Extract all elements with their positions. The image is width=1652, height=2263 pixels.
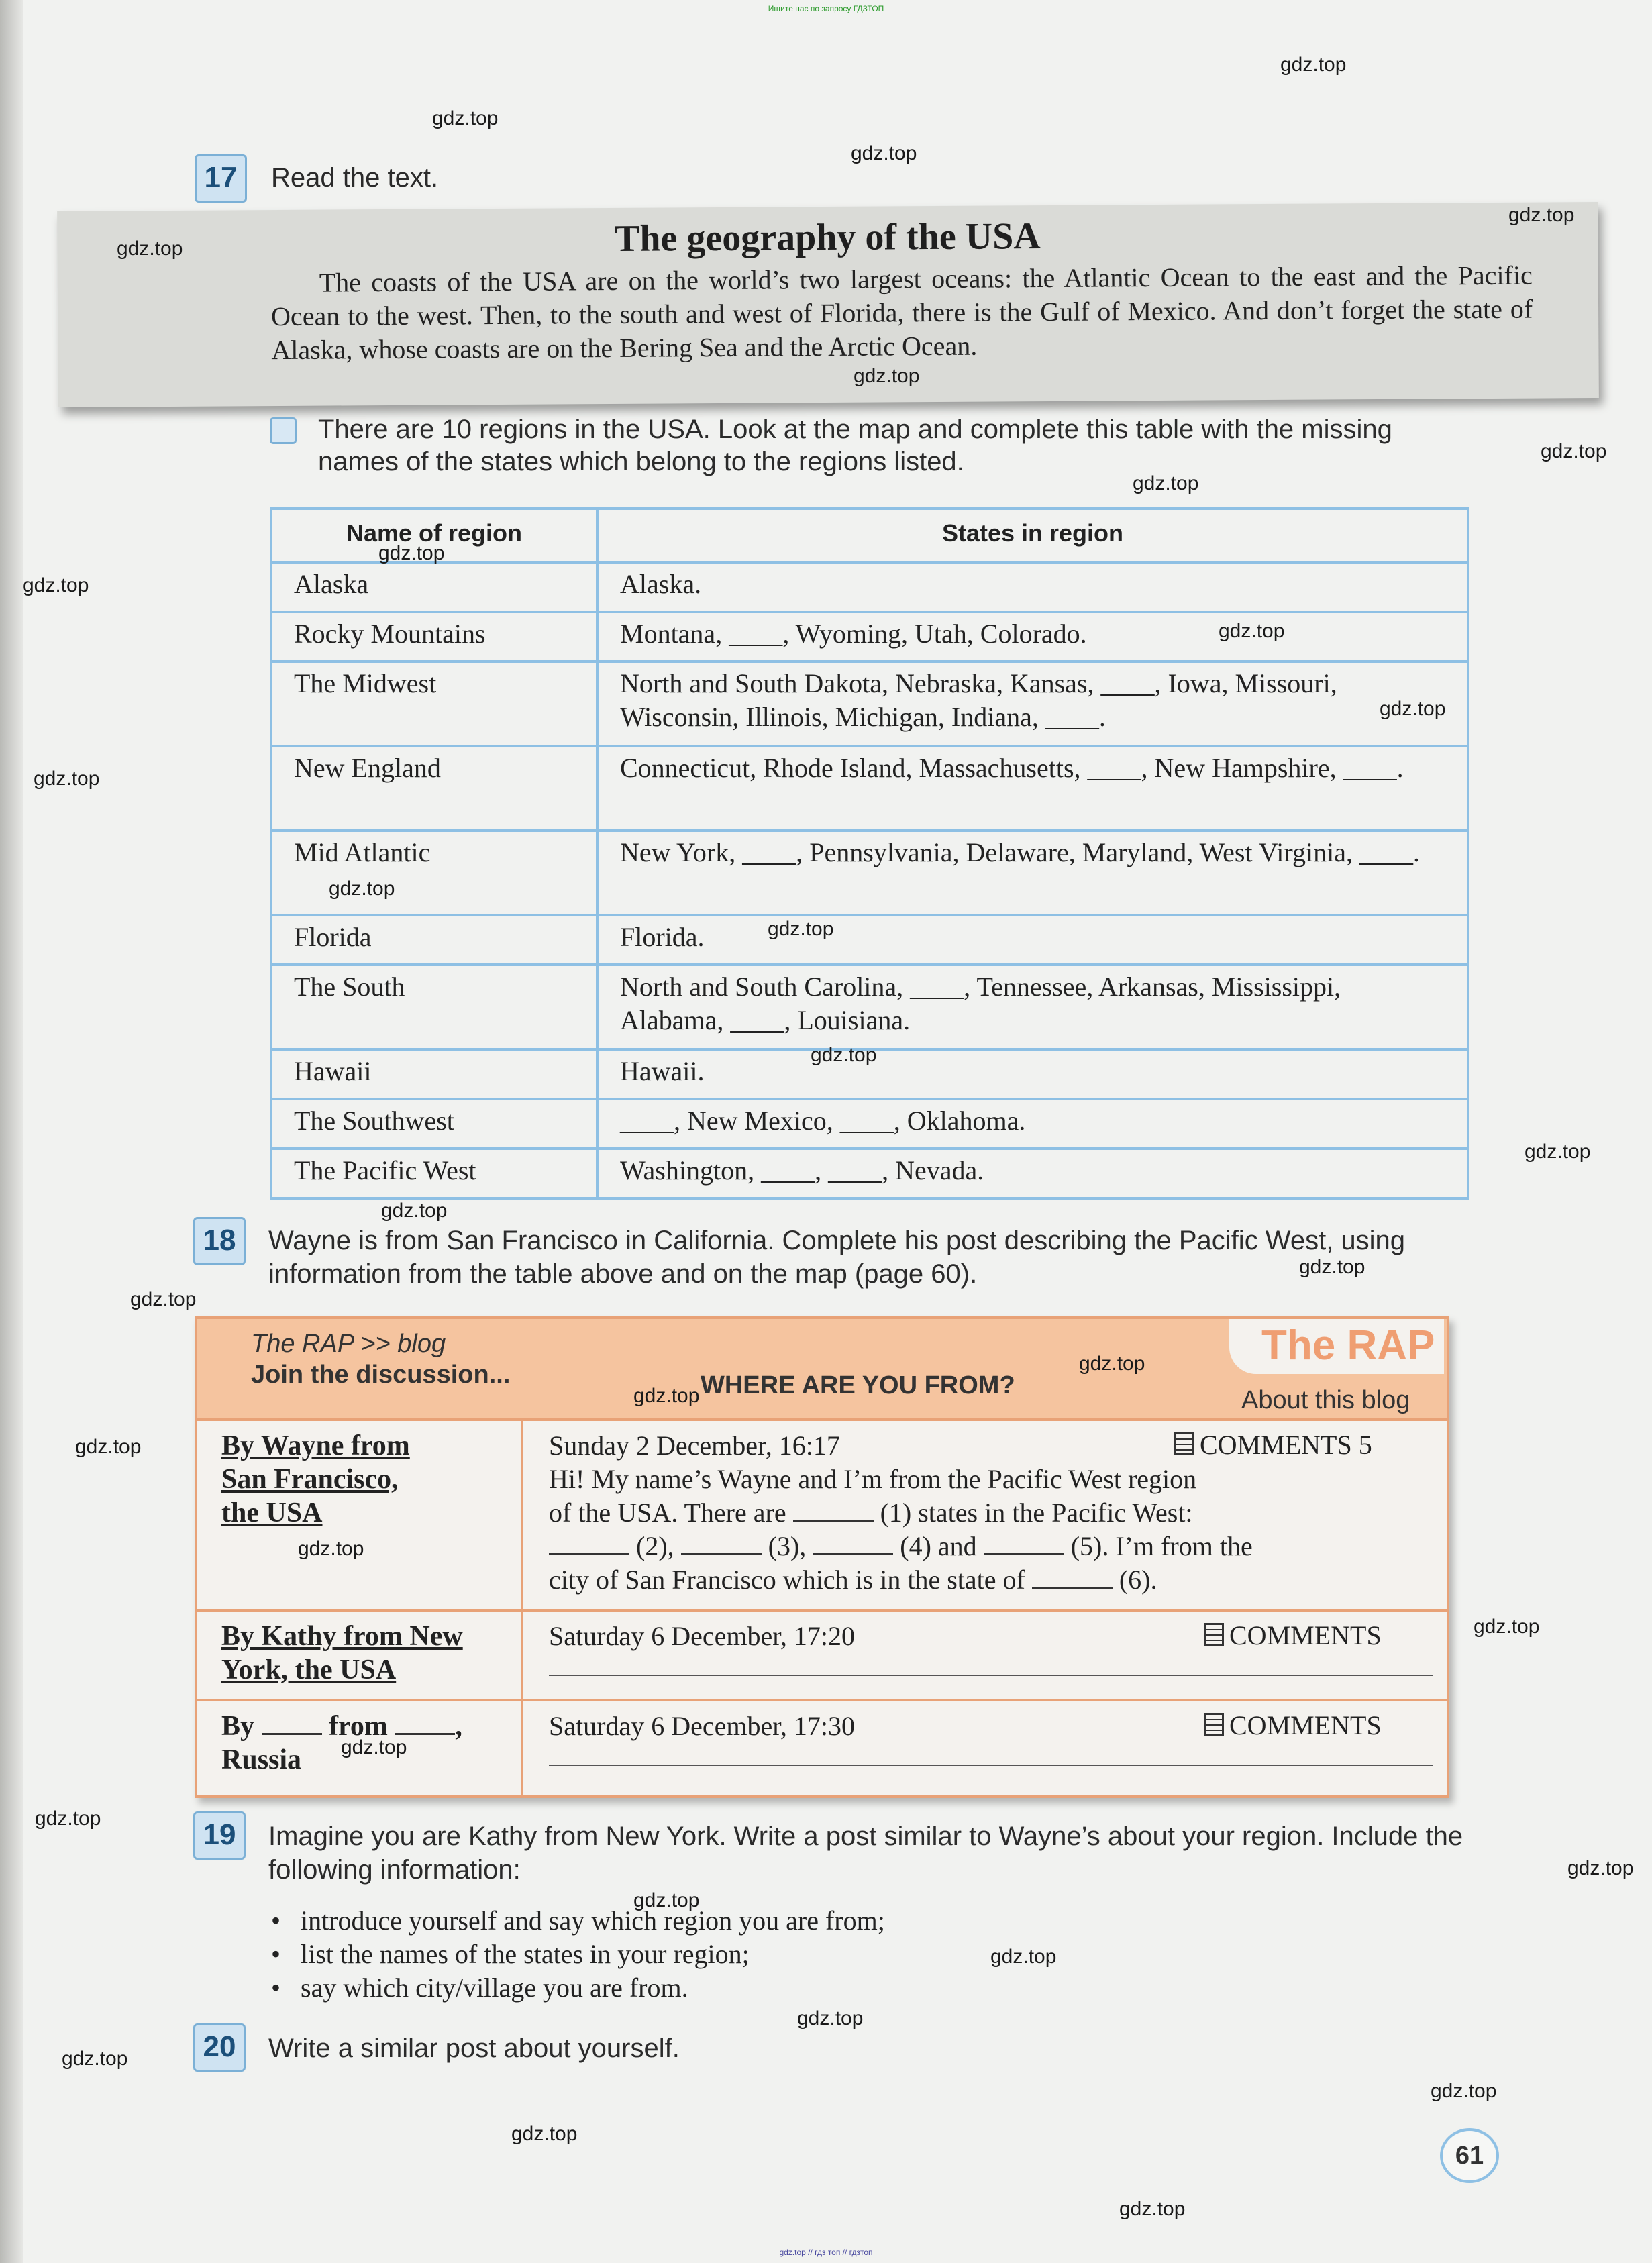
exercise-18-number: 18 (193, 1217, 246, 1265)
exercise-20-number: 20 (193, 2023, 246, 2072)
watermark: gdz.top (23, 574, 89, 596)
author-line: By Wayne from (221, 1430, 410, 1461)
post3-answer-line[interactable] (549, 1765, 1433, 1766)
blank-4[interactable] (813, 1533, 893, 1555)
watermark: gdz.top (34, 768, 100, 790)
join-discussion-link[interactable]: Join the discussion... (251, 1361, 511, 1389)
bottom-link[interactable]: gdz.top // гдз топ // гдзтоп (779, 2248, 873, 2257)
watermark: gdz.top (990, 1946, 1057, 1968)
blank-3[interactable] (681, 1533, 762, 1555)
about-blog-link[interactable]: About this blog (1241, 1386, 1410, 1414)
region-name: Hawaii (271, 1049, 597, 1099)
post-line: Hi! My name’s Wayne and I’m from the Pacific West region (549, 1464, 1197, 1494)
exercise-17-number: 17 (195, 154, 247, 203)
region-states: North and South Dakota, Nebraska, Kansas, ____, Iowa, Missouri, Wisconsin, Illinois, Michigan, Indiana, ____. (597, 662, 1468, 746)
post1-date: Sunday 2 December, 16:17 (549, 1430, 840, 1461)
watermark: gdz.top (381, 1200, 448, 1222)
blank-1[interactable] (793, 1499, 874, 1522)
watermark: gdz.top (1119, 2198, 1186, 2220)
post1-comments[interactable] (1174, 1429, 1372, 1461)
region-states: Alaska. (597, 562, 1468, 612)
region-states: Washington, ____, ____, Nevada. (597, 1149, 1468, 1198)
exercise-18-instruction: Wayne is from San Francisco in California. Complete his post describing the Pacific West, using information from the table above and on the map (page 60). (268, 1226, 1406, 1289)
watermark: gdz.top (1567, 1857, 1634, 1879)
watermark: gdz.top (1525, 1141, 1591, 1163)
watermark: gdz.top (1508, 204, 1575, 226)
watermark: gdz.top (1133, 472, 1199, 494)
region-states: Connecticut, Rhode Island, Massachusetts, ____, New Hampshire, ____. (597, 746, 1468, 831)
exercise-19-instruction: Imagine you are Kathy from New York. Write a post similar to Wayne’s about your region. Include the following information: (268, 1822, 1463, 1885)
post3-comments[interactable] (1204, 1709, 1382, 1741)
divider (197, 1609, 1447, 1612)
text: (3), (768, 1531, 807, 1561)
blank-name[interactable] (262, 1713, 322, 1735)
text: (4) and (900, 1531, 977, 1561)
watermark: gdz.top (1431, 2080, 1497, 2102)
watermark: gdz.top (298, 1538, 364, 1560)
watermark: gdz.top (75, 1436, 142, 1458)
watermark: gdz.top (35, 1807, 101, 1830)
region-name: The Southwest (271, 1099, 597, 1149)
watermark: gdz.top (851, 142, 917, 164)
watermark: gdz.top (1474, 1616, 1540, 1638)
region-name: Mid Atlantic (271, 831, 597, 915)
region-name: The Midwest (271, 662, 597, 746)
text-body: The coasts of the USA are on the world’s two largest oceans: the Atlantic Ocean to the east and the Pacific Ocean to the west. Then, to the south and west of Florida, there is the Gulf of Mexico. And don’t forget the state of Alaska, whose coasts are on the Bering Sea and the Arctic Ocean. (270, 260, 1533, 366)
column-divider (521, 1418, 523, 1795)
watermark: gdz.top (1380, 698, 1446, 720)
header-states: States in region (597, 509, 1468, 562)
region-states: New York, ____, Pennsylvania, Delaware, Maryland, West Virginia, ____. (597, 831, 1468, 915)
region-name: Alaska (271, 562, 597, 612)
author-line: By Kathy from New (221, 1621, 463, 1652)
text: (5). I’m from the (1070, 1531, 1253, 1561)
list-item: • say which city/village you are from. (271, 1971, 885, 2005)
text: , (455, 1711, 462, 1742)
watermark: gdz.top (341, 1736, 407, 1758)
geography-text-card (57, 202, 1599, 407)
table-row (271, 915, 1468, 965)
instruction-bullets (271, 1904, 885, 2005)
watermark: gdz.top (633, 1385, 700, 1407)
top-search-link[interactable]: Ищите нас по запросу ГДЗТОП (768, 4, 884, 13)
region-states: Hawaii. (597, 1049, 1468, 1099)
table-row (271, 746, 1468, 831)
watermark: gdz.top (329, 878, 395, 900)
comments-label: COMMENTS (1229, 1620, 1382, 1650)
text: (6). (1119, 1565, 1157, 1595)
blank-6[interactable] (1032, 1567, 1113, 1589)
text-title: The geography of the USA (614, 215, 1041, 260)
author-line: San Francisco, (221, 1464, 399, 1495)
watermark: gdz.top (1541, 440, 1607, 462)
table-task-instruction: There are 10 regions in the USA. Look at the map and complete this table with the missing names of the states which belong to the regions listed. (318, 415, 1392, 476)
region-states: Montana, ____, Wyoming, Utah, Colorado. (597, 612, 1468, 662)
author-line: the USA (221, 1497, 323, 1528)
text: (2), (636, 1531, 674, 1561)
table-row (271, 1099, 1468, 1149)
exercise-20-instruction: Write a similar post about yourself. (268, 2034, 680, 2063)
region-states: North and South Carolina, ____, Tennessee, Arkansas, Mississippi, Alabama, ____, Louisiana. (597, 965, 1468, 1049)
author-line: Russia (221, 1744, 302, 1775)
watermark: gdz.top (768, 918, 834, 940)
region-name: New England (271, 746, 597, 831)
comments-count: 5 (1358, 1430, 1372, 1460)
region-name: The Pacific West (271, 1149, 597, 1198)
post-line (549, 1496, 1421, 1530)
table-row (271, 612, 1468, 662)
book-spine-shadow (0, 0, 23, 2263)
comments-label: COMMENTS (1229, 1710, 1382, 1740)
post3-date: Saturday 6 December, 17:30 (549, 1711, 856, 1741)
watermark: gdz.top (378, 542, 445, 564)
blog-heading: WHERE ARE YOU FROM? (701, 1371, 1015, 1400)
watermark: gdz.top (797, 2007, 864, 2030)
regions-table (270, 507, 1469, 1200)
divider (197, 1699, 1447, 1701)
watermark: gdz.top (1079, 1353, 1145, 1375)
blank-2[interactable] (549, 1533, 629, 1555)
blank-5[interactable] (984, 1533, 1064, 1555)
divider (197, 1418, 1447, 1421)
watermark: gdz.top (1219, 620, 1285, 642)
region-name: The South (271, 965, 597, 1049)
watermark: gdz.top (1280, 54, 1347, 76)
comments-icon (1204, 1713, 1224, 1736)
exercise-17-instruction: Read the text. (271, 163, 439, 193)
blog-label[interactable]: The RAP >> blog (251, 1330, 446, 1358)
region-name: Rocky Mountains (271, 612, 597, 662)
region-name: Florida (271, 915, 597, 965)
rap-logo: The RAP (1261, 1322, 1435, 1369)
watermark: gdz.top (511, 2123, 578, 2145)
table-row (271, 562, 1468, 612)
page-number: 61 (1440, 2128, 1499, 2183)
table-row (271, 662, 1468, 746)
text: By (221, 1711, 255, 1742)
table-row (271, 831, 1468, 915)
watermark: gdz.top (432, 107, 499, 129)
watermark: gdz.top (117, 238, 183, 260)
region-states: ____, New Mexico, ____, Oklahoma. (597, 1099, 1468, 1149)
watermark: gdz.top (854, 365, 920, 387)
post2-date: Saturday 6 December, 17:20 (549, 1621, 856, 1651)
post2-comments[interactable] (1204, 1620, 1382, 1651)
watermark: gdz.top (633, 1889, 700, 1911)
list-item: • list the names of the states in your region; (271, 1938, 885, 1971)
comments-icon (1174, 1432, 1194, 1455)
text: from (329, 1711, 388, 1742)
text: (1) states in the Pacific West: (880, 1497, 1193, 1528)
author-line: York, the USA (221, 1654, 397, 1685)
watermark: gdz.top (130, 1288, 197, 1310)
table-row (271, 965, 1468, 1049)
text: city of San Francisco which is in the state of (549, 1565, 1025, 1595)
post1-author[interactable] (221, 1429, 410, 1530)
text: of the USA. There are (549, 1497, 786, 1528)
post1-body (549, 1463, 1421, 1597)
region-states: Florida. (597, 915, 1468, 965)
exercise-19-number: 19 (193, 1811, 246, 1860)
post-line (549, 1563, 1421, 1597)
blank-city[interactable] (395, 1713, 455, 1735)
rap-blog-panel (195, 1316, 1449, 1798)
task-checkbox-icon (270, 417, 297, 444)
post-line (549, 1530, 1421, 1563)
table-header-row (271, 509, 1468, 562)
watermark: gdz.top (811, 1044, 877, 1066)
watermark: gdz.top (1299, 1256, 1365, 1278)
comments-icon (1204, 1623, 1224, 1646)
comments-label: COMMENTS (1200, 1430, 1352, 1460)
header-region: Name of region (271, 509, 597, 562)
table-row (271, 1149, 1468, 1198)
post2-answer-line[interactable] (549, 1675, 1433, 1676)
list-item: • introduce yourself and say which region you are from; (271, 1904, 885, 1938)
watermark: gdz.top (62, 2048, 128, 2070)
post2-author[interactable] (221, 1620, 463, 1687)
